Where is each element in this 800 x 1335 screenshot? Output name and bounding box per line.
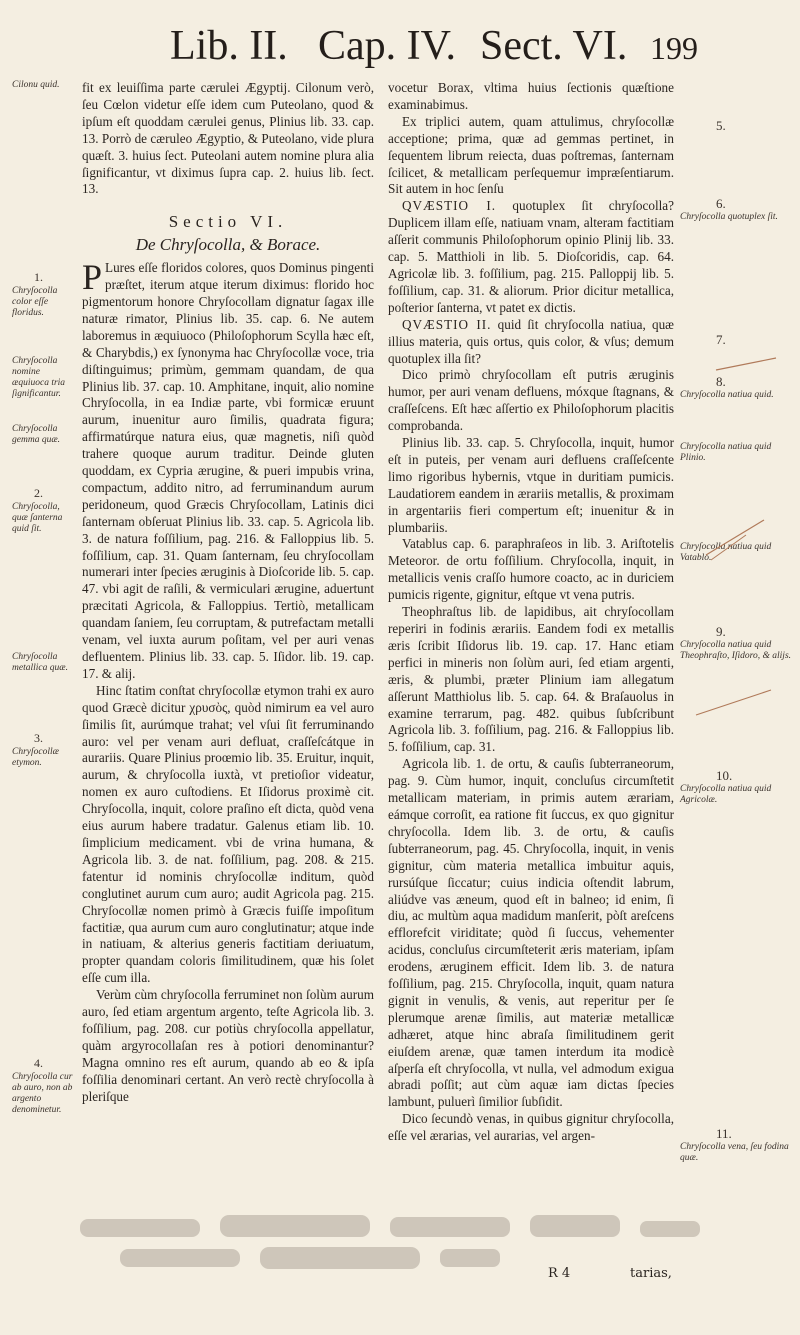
margin-note-right: 9. Chryſocolla natiua quid Theophraſto, Iſidoro, & alijs.: [680, 624, 792, 661]
ink-bleed-through: [60, 1205, 760, 1275]
paragraph: Dico primò chryſocollam eſt putris æruginis humor, per auri venam defluens, móxque ſtagnans, & craſſeſcens. Eſt hæc aſſertio ex Philoſophorum placitis comprobanda.: [388, 367, 674, 434]
handwritten-mark: [676, 680, 786, 730]
paragraph: Verùm cùm chryſocolla ferruminet non ſolùm aurum auro, ſed etiam argentum argento, teſte Agricola lib. 3. foſſilium, pag. 208. cur potiùs chryſocolla appellatur, quàm argyrocollaſan res à potiori denominantur? Magna omnino res eſt aurum, quando ab eo & ipſa foſſilia denominari certant. An verò rectè chryſocolla à pleriſque: [82, 987, 374, 1104]
margin-note-right: 11. Chryſocolla vena, ſeu fodina quæ.: [680, 1126, 789, 1163]
margin-note-right: Chryſocolla natiua quid Plinio.: [680, 442, 772, 463]
running-header: [170, 22, 770, 76]
section-subtitle: De Chryſocolla, & Borace.: [135, 235, 321, 255]
paragraph: P Lures eſſe floridos colores, quos Dominus pingenti præſtet, iterum atque iterum diximus: florido hoc pigmentorum honore Chryſocollam dignatur ſagax ille naturæ rimator, Plinius lib. 35. cap. 6. Ne autem laboremus in æquiuoco (Philoſophorum Scylla hæc eſt, & Charybdis,) ex ſynonyma hac Chryſocollæ voce, tria diſtinguimus; primùm, gemmam quandam, de qua Plinius lib. 37. cap. 10. Amphitane, inquit, alio nomine Chryſocolla, in ea Indiæ parte, vbi formicæ eruunt aurum, inuenitur auro ſimilis, quadrata figura; affirmatúrque natura eius, quæ magnetis, niſi quòd trahere quoque aurum traditur. Deinde gluten quoddam, ex Cypria ærugine, & pueri impubis vrina, compactum, addito nitro, ad ferruminandum aurum peridoneum, quod Græcis Chryſocollam, Latinis dici ſanternam obſeruat Plinius lib. 33. cap. 5. Agricola lib. 3. de natura foſſilium, pag. 216. & Falloppius lib. 5. foſſilium, cap. 31. Quam ſanternam, ſeu chryſocollam numerari inter ſpecies æruginis à Dioſcoride lib. 5. cap. 47. vbi agit de raſili, & vermiculari ærugine, aduertunt præcitati Agricola, & Falloppius. Tertiò, metallicam quandam ſaniem, ſeu corruptam, & putrefactam metalli venam, vel iuxta aurum poſitam, vel per auri venas defluentem. Plinius lib. 33. cap. 5. Iſidor. lib. 19. cap. 17. & alij.: [82, 257, 374, 681]
margin-note-right: Chryſocolla natiua quid Vatablo.: [680, 542, 772, 563]
drop-cap: P: [82, 257, 103, 298]
signature-mark: R 4: [548, 1266, 571, 1281]
paragraph: QVÆSTIO I. quotuplex ſit chryſocolla? Duplicem illam eſſe, natiuam vnam, alteram factitiam aſſerit communis Philoſophorum opinio Plinij lib. 33. cap. 5. Matthioli in lib. 5. Dioſcoridis, cap. 64. Agricolæ lib. 3. foſſilium, pag. 215. Palloppij lib. 5. foſſilium, cap. 31. & aliorum. Prior dicitur metallica, poſterior ſanterna, vt patet ex dictis.: [388, 198, 674, 315]
margin-note-left: Chryſocolla nomine æquiuoca tria ſignificantur.: [12, 356, 66, 399]
margin-note-right: 5.: [716, 118, 726, 133]
text-column-right: [388, 80, 674, 1145]
catchword: tarias,: [630, 1266, 672, 1281]
paragraph: Vatablus cap. 6. paraphraſeos in lib. 3. Ariſtotelis Meteoror. de ortu foſſilium. Chryſocolla, inquit, in metallicis venis craſſo humore coacto, ac in duriciem pumicis rigente, gignitur, eſtque vt vena putris.: [388, 536, 674, 603]
margin-note-left: 1. Chryſocolla color eſſe floridus.: [12, 270, 58, 318]
section-heading: Sectio VI.: [168, 212, 288, 232]
header-cap: Cap. IV.: [318, 23, 457, 69]
paragraph: vocetur Borax, vltima huius ſectionis quæſtione examinabimus.: [388, 80, 674, 112]
paragraph: Agricola lib. 1. de ortu, & cauſis ſubterraneorum, pag. 9. Cùm humor, inquit, concluſus circumſtetit metallicam materiam, in primis autem ærariam, eámque corroſit, ea ratione fit ſuccus, ex quo gignitur chryſocolla. Idem lib. 3. de ortu, & cauſis ſubterraneorum, pag. 45. Chryſocolla, inquit, in venis gignitur, cùm materia metallica imbuitur aquis, rursúſque ſiccatur; cuius indicia oſtendit labrum, aliúdve vas æneum, quod eſt in balneo; id enim, ſi diu, ac multùm aqua madidum manſerit, pòſt areſcens efflorefcit viriditate; quòd ſi ſuccus, vehementer acidus, concluſus circumſteterit æris materiam, ipſam erodens, æruginem efficit. Idem lib. 3. de natura foſſilium, pag. 215. Chryſocolla, inquit, quam natura gignit in venulis, & venis, aut reperitur per ſe plerumque arenæ ſimilis, aut materiæ metallicæ adhæret, atque hinc abraſa ſimilitudinem gerit eiuſdem arenæ, quæ tamen interdum ita modicè aſperſa eſt chryſocolla, vt nulla, vel admodum exigua abradi poſſit; aut cùm aquæ iam dictas ſpecies lambunt, puluerì ſimilior ſubſidit.: [388, 756, 674, 1110]
paragraph: fit ex leuiſſima parte cærulei Ægyptij. Cilonum verò, ſeu Cœlon videtur eſſe idem cum Puteolano, quod & ipſum eſt quoddam cærulei genus, Plinius lib. 33. cap. 13. Porrò de cæruleo Ægyptio, & Puteolano, vide plura quæſt. 3. huius ſect. Puteolani autem nomine plura alia ſignificantur, vt diximus ſupra cap. 2. huius lib. ſect. 13.: [82, 80, 374, 197]
margin-note-left: Cilonu quid.: [12, 80, 60, 90]
margin-note-right: 10. Chryſocolla natiua quid Agricolæ.: [680, 768, 772, 805]
header-lib: Lib. II.: [170, 23, 288, 69]
margin-note-right: 8. Chryſocolla natiua quid.: [680, 374, 774, 400]
margin-note-left: 4. Chryſocolla cur ab auro, non ab argento denominetur.: [12, 1056, 73, 1115]
question-label: QVÆSTIO I.: [402, 198, 497, 214]
margin-note-left: 3. Chryſocollæ etymon.: [12, 731, 59, 768]
text-column-left: [82, 80, 374, 1105]
paragraph: QVÆSTIO II. quid ſit chryſocolla natiua, quæ illius materia, quis ortus, quis color, & vſus; demum quotuplex illa ſit?: [388, 316, 674, 366]
header-sect: Sect. VI.: [480, 23, 628, 69]
paragraph: Hinc ſtatim conſtat chryſocollæ etymon trahi ex auro quod Græcè dicitur χρυσὸς, quòd nimirum ea vel auro ſimilis ſit, aurúmque trahat; vel vſui ſit ferruminando auro: vel per venam auri defluat, craſſeſcátque in aurariis. Quare Plinius proœmio lib. 35. Eruitur, inquit, aurum, & chryſocolla iuxtà, vt pretioſior videatur, nomen ex auro cuſtodiens. Et Iſidorus proximè cit. Chryſocolla, inquit, colore praſino eſt dicta, quòd vena eius aurum habere tradatur. Galenus etiam lib. 10. ſimplicium medicament. vbi de vrina humana, & Agricola lib. 3. de nat. foſſilium, pag. 208. & 215. fatentur id nominis chryſocollæ inditum, quòd conglutinet aurum cum auro; audit Agricola pag. 215. Chryſocollæ nomen primò à Græcis fuiſſe impoſitum factitiæ, qua aurum cum auro conglutinatur; atque inde in natiuam, & alterius generis factitiam deriuatum, propter quandam coloris ſimilitudinem, quæ his ſolet eſſe cum illa.: [82, 682, 374, 986]
paragraph: Theophraſtus lib. de lapidibus, ait chryſocollam reperiri in fodinis ærariis. Eandem fodi ex metallis æris ſcribit Iſidorus lib. 19. cap. 17. Hanc etiam perfici in mineris non ſolùm auri, ſed etiam argenti, æris, & plumbi, præter Plinium iam allegatum aſſerunt Matthiolus lib. 5. cap. 64. & Braſauolus in examine terrarum, pag. 482. quibus ſubſcribunt Agricola lib. 3. foſſilium, pag. 216. & Falloppius lib. 5. foſſilium, cap. 31.: [388, 604, 674, 755]
margin-note-right: 6. Chryſocolla quotuplex ſit.: [680, 196, 778, 222]
margin-note-left: 2. Chryſocolla, quæ ſanterna quid ſit.: [12, 486, 63, 534]
paragraph: Ex triplici autem, quam attulimus, chryſocollæ acceptione; prima, quæ ad gemmas pertinet, in ſequentem librum reiecta, duas poſtremas, ſanternam ſcilicet, & metallicam perſequemur impræſentiarum. Sit autem in hoc ſenſu: [388, 113, 674, 197]
question-label: QVÆSTIO II.: [402, 316, 492, 332]
page-number: 199: [650, 30, 698, 66]
margin-note-left: Chryſocolla metallica quæ.: [12, 652, 68, 673]
margin-note-left: Chryſocolla gemma quæ.: [12, 424, 61, 445]
paragraph: Dico ſecundò venas, in quibus gignitur chryſocolla, eſſe vel ærarias, vel aurarias, vel argen-: [388, 1111, 674, 1144]
handwritten-marks: [676, 330, 786, 570]
margin-note-right: 7.: [716, 332, 726, 347]
paragraph: Plinius lib. 33. cap. 5. Chryſocolla, inquit, humor eſt in puteis, per venam auri defluens craſſeſcente limo rigoribus hybernis, vtque in duritiam pumicis. Laudatiorem eandem in ærariis metallis, & proximam in argentariis fieri compertum eſt; inuenitur & in plumbariis.: [388, 435, 674, 535]
